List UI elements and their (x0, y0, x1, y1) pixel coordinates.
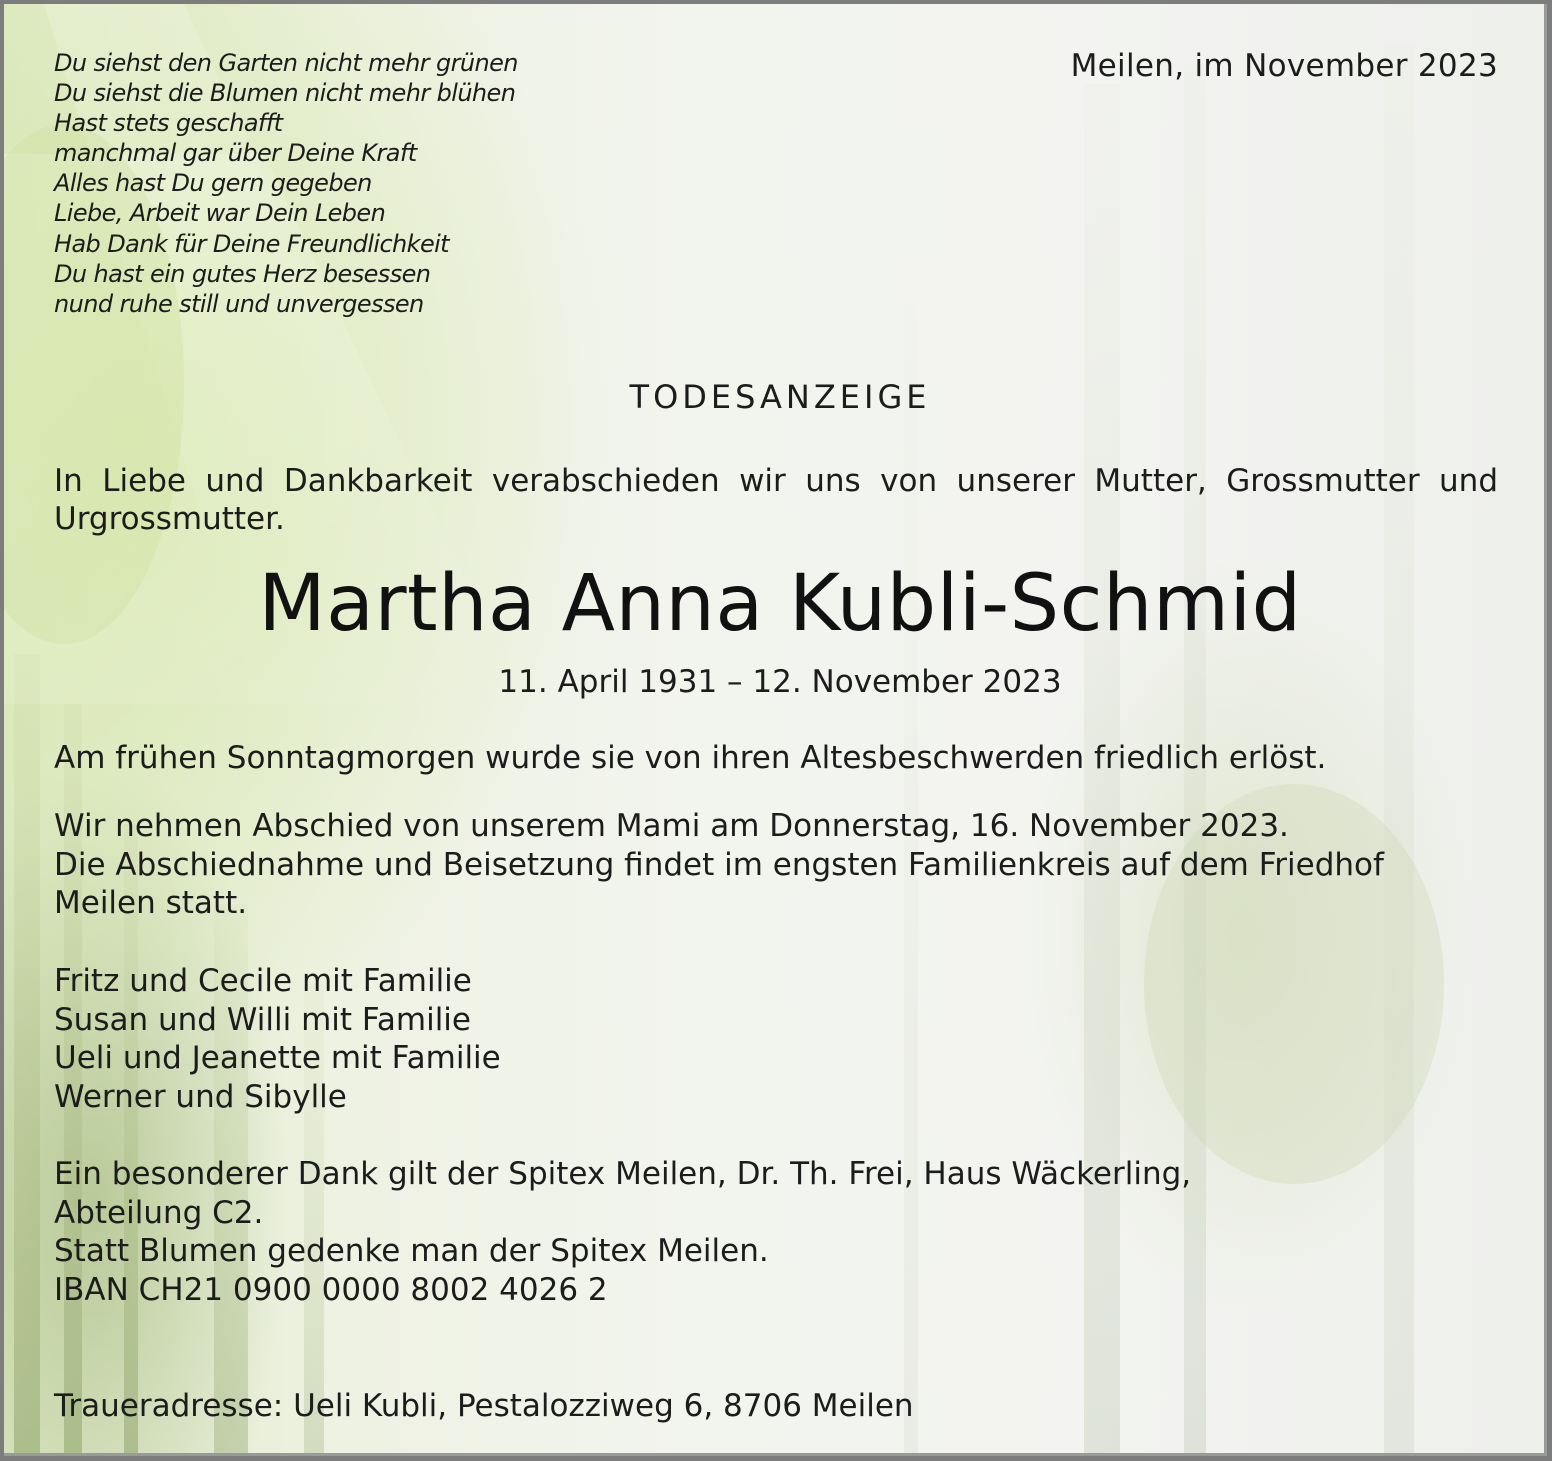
family-member: Fritz und Cecile mit Familie (54, 963, 472, 999)
paragraph-line: Am frühen Sonntagmorgen wurde sie von ihren Altesbeschwerden friedlich erlöst. (54, 740, 1327, 776)
life-dates: 11. April 1931 – 12. November 2023 (498, 664, 1062, 700)
notice-heading: TODESANZEIGE (629, 378, 931, 416)
place-date: Meilen, im November 2023 (1070, 48, 1498, 84)
paragraph-line: Statt Blumen gedenke man der Spitex Meilen. (54, 1233, 769, 1269)
family-member: Werner und Sibylle (54, 1078, 347, 1115)
poem-line: Du siehst den Garten nicht mehr grünen (54, 49, 518, 77)
poem-line: Liebe, Arbeit war Dein Leben (54, 199, 386, 228)
iban-line: IBAN CH21 0900 0000 8002 4026 2 (54, 1271, 608, 1308)
family-member: Ueli und Jeanette mit Familie (54, 1040, 501, 1076)
poem-line: nund ruhe still und unvergessen (54, 289, 424, 318)
farewell-paragraph (54, 807, 1514, 923)
paragraph-line: Abteilung C2. (54, 1194, 264, 1231)
mourning-address: Traueradresse: Ueli Kubli, Pestalozziweg 6, 8706 Meilen (54, 1388, 914, 1424)
deceased-name: Martha Anna Kubli-Schmid (258, 559, 1302, 649)
family-list (54, 962, 1514, 1116)
poem-line: manchmal gar über Deine Kraft (54, 139, 417, 168)
family-member: Susan und Willi mit Familie (54, 1001, 471, 1038)
poem (54, 48, 518, 319)
thanks-paragraph (54, 1155, 1514, 1309)
obituary-notice (4, 4, 1547, 1456)
poem-line: Du siehst die Blumen nicht mehr blühen (54, 79, 516, 108)
paragraph-line: Ein besonderer Dank gilt der Spitex Meilen, Dr. Th. Frei, Haus Wäckerling, (54, 1156, 1192, 1192)
paragraph-line: Wir nehmen Abschied von unserem Mami am Donnerstag, 16. November 2023. (54, 808, 1289, 844)
poem-line: Hast stets geschafft (54, 109, 283, 138)
poem-line: Hab Dank für Deine Freundlichkeit (54, 229, 449, 258)
paragraph-line: Meilen statt. (54, 885, 248, 921)
poem-line: Du hast ein gutes Herz besessen (54, 259, 431, 288)
intro-text: In Liebe und Dankbarkeit verabschieden wir uns von unserer Mutter, Grossmutter und Urgrossmutter. (54, 463, 1498, 537)
passing-paragraph (54, 739, 1514, 778)
poem-line: Alles hast Du gern gegeben (54, 169, 372, 198)
paragraph-line: Die Abschiednahme und Beisetzung findet im engsten Familienkreis auf dem Friedhof (54, 846, 1384, 883)
